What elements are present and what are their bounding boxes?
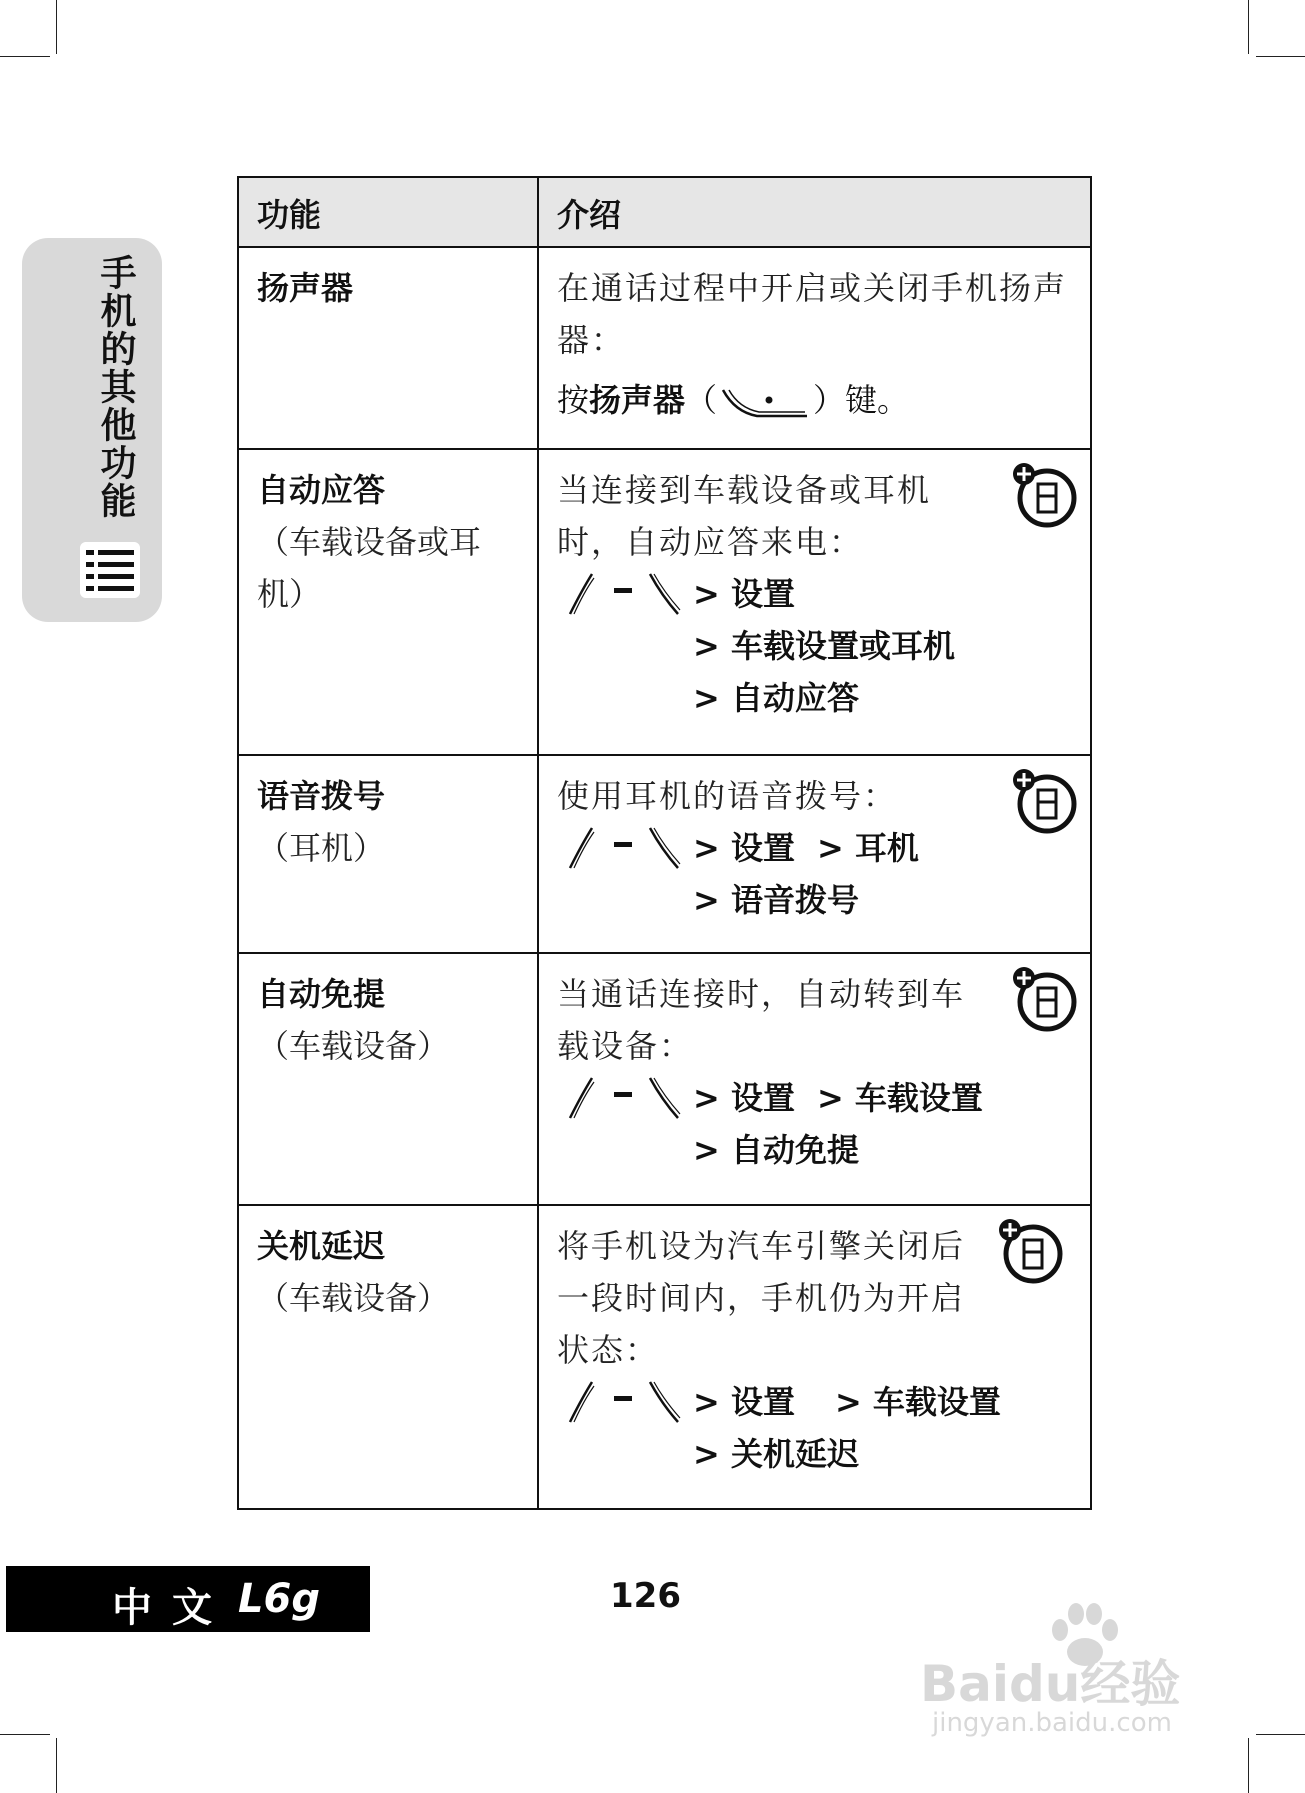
feature-condition: （耳机） <box>257 829 386 867</box>
menu-keys-icon <box>557 1378 693 1426</box>
feature-description: 在通话过程中开启或关闭手机扬声器： <box>557 269 1068 359</box>
feature-description: 将手机设为汽车引擎关闭后一段时间内，手机仍为开启状态： <box>557 1227 966 1369</box>
feature-condition: （车载设备） <box>257 1027 450 1065</box>
menu-list-icon <box>80 542 140 598</box>
watermark-url: jingyan.baidu.com <box>932 1708 1172 1738</box>
baidu-watermark <box>920 1600 1250 1750</box>
path-step: > 耳机 <box>816 829 919 867</box>
page-number: 126 <box>610 1576 681 1616</box>
feature-name: 自动免提 <box>257 975 386 1013</box>
menu-path <box>557 822 1074 926</box>
footer-language: 中文 <box>112 1585 232 1631</box>
path-step: > 设置 <box>693 575 795 613</box>
crop-mark <box>1256 1734 1305 1735</box>
feature-description: 使用耳机的语音拨号： <box>557 777 898 815</box>
footer-model: L6g <box>238 1576 320 1622</box>
watermark-brand: Baidu经验 <box>920 1655 1181 1713</box>
chapter-tab <box>22 238 162 622</box>
table-row <box>238 247 1091 449</box>
crop-mark <box>56 1738 57 1793</box>
menu-path <box>557 568 1074 724</box>
footer-language-box <box>6 1566 370 1632</box>
table-row <box>238 449 1091 755</box>
menu-keys-icon <box>557 824 693 872</box>
table-header-row <box>238 177 1091 247</box>
path-step: > 设置 <box>693 1383 795 1421</box>
path-step: > 车载设置或耳机 <box>693 627 955 665</box>
table-row <box>238 1205 1091 1509</box>
feature-name: 关机延迟 <box>257 1227 386 1265</box>
menu-keys-icon <box>557 570 693 618</box>
feature-condition: （车载设备或耳机） <box>257 523 482 613</box>
header-description: 介绍 <box>538 177 1091 247</box>
accessory-icon <box>996 1216 1066 1286</box>
key-name: 扬声器 <box>589 381 686 419</box>
feature-name: 自动应答 <box>257 471 386 509</box>
menu-path <box>557 1072 1074 1176</box>
crop-mark <box>56 0 57 54</box>
path-step: > 车载设置 <box>816 1079 983 1117</box>
table-row <box>238 953 1091 1205</box>
chapter-title: 手机的其他功能 <box>95 254 137 520</box>
accessory-icon <box>1010 964 1080 1034</box>
menu-path <box>557 1376 1074 1480</box>
feature-name: 语音拨号 <box>257 777 386 815</box>
crop-mark <box>0 1734 50 1735</box>
feature-condition: （车载设备） <box>257 1279 450 1317</box>
path-step: > 设置 <box>693 829 795 867</box>
path-step: > 车载设置 <box>834 1383 1001 1421</box>
path-step: > 自动应答 <box>693 679 859 717</box>
crop-mark <box>1256 56 1305 57</box>
menu-keys-icon <box>557 1074 693 1122</box>
path-step: > 设置 <box>693 1079 795 1117</box>
path-step: > 关机延迟 <box>693 1435 859 1473</box>
feature-description: 当通话连接时，自动转到车载设备： <box>557 975 966 1065</box>
feature-description: 当连接到车载设备或耳机时，自动应答来电： <box>557 471 932 561</box>
accessory-icon <box>1010 460 1080 530</box>
header-feature: 功能 <box>238 177 538 247</box>
key-instruction: 按扬声器（ ）键。 <box>557 374 1074 426</box>
path-step: > 语音拨号 <box>693 881 859 919</box>
crop-mark <box>0 56 50 57</box>
speaker-key-icon <box>717 382 813 422</box>
table-row <box>238 755 1091 953</box>
path-step: > 自动免提 <box>693 1131 859 1169</box>
crop-mark <box>1248 0 1249 54</box>
feature-name: 扬声器 <box>257 269 354 307</box>
features-table <box>237 176 1092 1510</box>
